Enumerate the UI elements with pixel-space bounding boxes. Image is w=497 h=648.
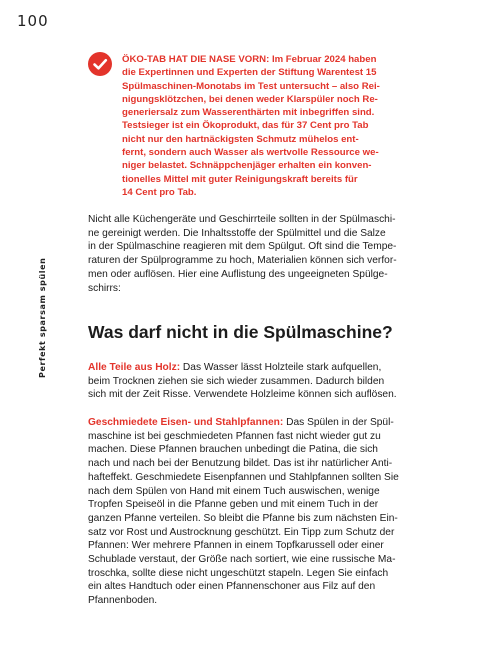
paragraph-line: sich mit der Zeit Risse. Verwendete Holzleime können sich auflösen.: [88, 389, 397, 401]
pans-section-label: Geschmiedete Eisen- und Stahlpfannen:: [88, 417, 284, 428]
checkmark-icon: [88, 52, 112, 76]
tip-line: Spülmaschinen-Monotabs im Test untersucht – also Rei-: [122, 80, 380, 92]
tip-line: ÖKO-TAB HAT DIE NASE VORN: Im Februar 2024 haben: [122, 54, 377, 65]
paragraph-line: men oder auflösen. Hier eine Auflistung des ungeeigneten Spülge-: [88, 268, 388, 280]
paragraph-line: satz vor Rost und Austrocknung geschützt. Ein Tipp zum Schutz der: [88, 526, 395, 538]
section-heading: Was darf nicht in die Spülmaschine?: [88, 322, 393, 342]
paragraph-line: [88, 361, 418, 375]
wood-section-label: Alle Teile aus Holz:: [88, 362, 181, 373]
intro-paragraph: [88, 213, 418, 295]
paragraph-line: raturen der Spülprogramme zu hoch, Materialien können sich verfor-: [88, 255, 397, 267]
paragraph-line: in der Spülmaschine reagieren mit dem Spülgut. Oft sind die Tempe-: [88, 241, 397, 253]
paragraph-text: Das Wasser lässt Holzteile stark aufquellen,: [180, 362, 382, 373]
pans-section-paragraph: [88, 416, 418, 608]
tip-line: fernt, sondern auch Wasser als wertvolle Ressource we-: [122, 147, 379, 159]
paragraph-line: nach dem Spülen von Hand mit einem Tuch auswischen, wenige: [88, 485, 380, 497]
tip-line: 14 Cent pro Tab.: [122, 186, 197, 198]
paragraph-line: ein altes Handtuch oder einen Pfannenschoner aus Filz auf den: [88, 581, 376, 593]
wood-section-paragraph: [88, 361, 418, 402]
tip-box-text: [122, 53, 420, 199]
paragraph-line: troschka, sollte diese nicht ungeschützt stapeln. Legen Sie einfach: [88, 567, 389, 579]
tip-line: niger belastet. Schnäppchenjäger erhalten ein konven-: [122, 160, 372, 172]
paragraph-line: nach und nach bei der Benutzung bildet. Das ist ihr natürlicher Anti-: [88, 458, 393, 470]
paragraph-line: Nicht alle Küchengeräte und Geschirrteile sollten in der Spülmaschi-: [88, 214, 396, 225]
paragraph-line: [88, 416, 418, 430]
paragraph-line: Pfannenboden.: [88, 595, 158, 607]
tip-line: nicht nur den hartnäckigsten Schmutz mühelos ent-: [122, 133, 359, 145]
tip-line: nigungsklötzchen, bei denen weder Klarspüler noch Re-: [122, 93, 378, 105]
paragraph-line: Schublade verstaut, der Größe nach sortiert, wie eine russische Ma-: [88, 554, 396, 566]
paragraph-line: schirrs:: [88, 282, 121, 294]
paragraph-line: hafteffekt. Geschmiedete Eisenpfannen und Stahlpfannen sollten Sie: [88, 471, 399, 483]
side-section-label: Perfekt sparsam spülen: [38, 257, 47, 378]
tip-line: generiersalz zum Wasserenthärten mit inbegriffen sind.: [122, 107, 375, 119]
tip-line: tionelles Mittel mit guter Reinigungskraft bereits für: [122, 173, 358, 185]
tip-line: Testsieger ist ein Ökoprodukt, das für 37 Cent pro Tab: [122, 120, 369, 132]
paragraph-line: maschine ist bei geschmiedeten Pfannen fast nicht wieder gut zu: [88, 430, 381, 442]
paragraph-line: Pfannen: Wer mehrere Pfannen in einem Topfkarussell oder einer: [88, 540, 384, 552]
paragraph-line: ne gereinigt werden. Die Inhaltsstoffe der Spülmittel und die Salze: [88, 227, 386, 239]
paragraph-line: Tropfen Speiseöl in die Pfanne geben und mit einem Tuch in der: [88, 499, 379, 511]
page-number: 100: [17, 12, 49, 30]
tip-line: die Expertinnen und Experten der Stiftung Warentest 15: [122, 67, 377, 79]
paragraph-line: machen. Diese Pfannen brauchen unbedingt die Patina, die sich: [88, 444, 378, 456]
paragraph-text: Das Spülen in der Spül-: [283, 417, 394, 428]
paragraph-line: beim Trocknen ziehen sie sich wieder zusammen. Dadurch bilden: [88, 375, 385, 387]
paragraph-line: ganzen Pfanne verteilen. So bleibt die Pfanne bis zum nächsten Ein-: [88, 512, 398, 524]
